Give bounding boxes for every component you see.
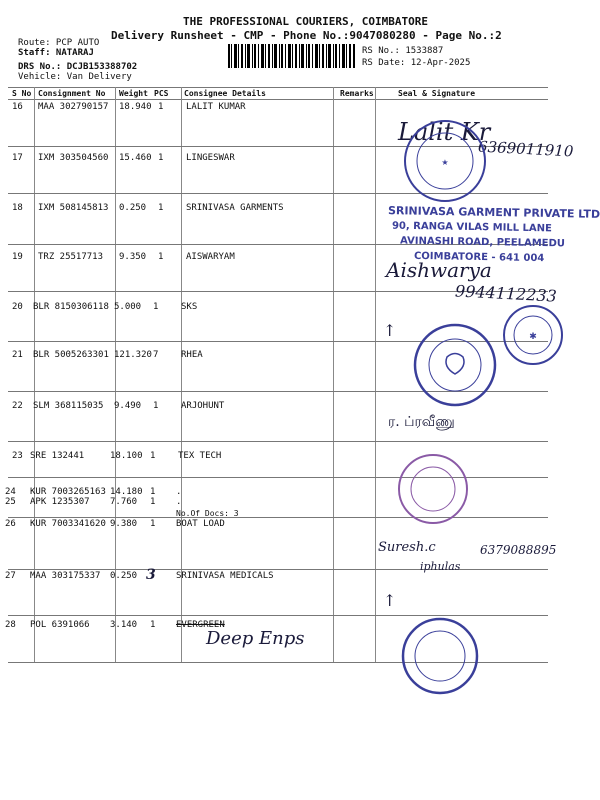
row-weight: 9.350 <box>119 252 147 262</box>
signature-19: Aishwarya <box>386 258 492 282</box>
col-weight: Weight <box>119 89 148 98</box>
row-rule <box>8 441 548 442</box>
barcode <box>228 44 356 68</box>
row-weight: 18.940 <box>119 102 152 112</box>
row-consignee: LALIT KUMAR <box>186 102 246 112</box>
col-seal: Seal & Signature <box>398 89 476 98</box>
signature-26b: iphulas <box>420 560 461 573</box>
associates-round-stamp <box>400 616 480 696</box>
row-sno: 24 <box>5 487 16 497</box>
row-pcs: 1 <box>150 519 156 529</box>
row-consignee: SRINIVASA MEDICALS <box>176 571 274 581</box>
row-pcs: 7 <box>153 350 159 360</box>
row-sno: 20 <box>12 302 23 312</box>
stamp-line-4: COIMBATORE - 641 004 <box>413 250 545 265</box>
signature-26: Suresh.c <box>378 540 436 555</box>
row-pcs: 1 <box>158 252 164 262</box>
row-weight: 18.100 <box>110 451 143 461</box>
row-rule <box>8 569 548 570</box>
signature-28: Deep Enps <box>206 628 305 649</box>
stamp-line-2: 90, RANGA VILAS MILL LANE <box>391 220 552 235</box>
row-weight: 5.000 <box>114 302 142 312</box>
tex-tech-round-stamp <box>396 452 470 526</box>
rs-number: RS No.: 1533887 <box>362 46 444 56</box>
row-pcs: 1 <box>158 153 164 163</box>
row-consignment: IXM 303504560 <box>38 153 109 163</box>
row-consignment: POL 6391066 <box>30 620 90 630</box>
medicals-round-stamp <box>502 304 564 366</box>
row-pcs: 1 <box>150 451 156 461</box>
row-sno: 18 <box>12 203 23 213</box>
row-weight: 121.320 <box>114 350 152 360</box>
row-consignee: . <box>176 487 182 497</box>
fertility-round-stamp <box>412 322 498 408</box>
tick-mark: ↑ <box>383 321 397 340</box>
phone-26: 6379088895 <box>480 543 557 557</box>
row-consignment: KUR 7003265163 <box>30 487 106 497</box>
row-pcs: 1 <box>150 620 156 630</box>
svg-text:★: ★ <box>441 158 449 167</box>
row-sno: 21 <box>12 350 23 360</box>
no-of-docs: No.Of Docs: 3 <box>176 509 239 518</box>
row-pcs: 1 <box>153 302 159 312</box>
phone-19: 9944112233 <box>454 281 558 306</box>
row-consignment: MAA 303175337 <box>30 571 101 581</box>
tamil-signature-22: ர. ப்ரவீணு <box>388 414 455 430</box>
row-weight: 0.250 <box>119 203 147 213</box>
row-consignee: . <box>176 497 182 507</box>
col-divider <box>333 87 334 662</box>
row-weight: 14.180 <box>110 487 143 497</box>
rs-date: RS Date: 12-Apr-2025 <box>362 58 471 68</box>
signature-16: Lalit Kr <box>398 118 491 146</box>
row-pcs: 1 <box>150 487 156 497</box>
row-consignment: TRZ 25517713 <box>38 252 104 262</box>
row-weight: 15.460 <box>119 153 152 163</box>
vehicle-label: Vehicle: Van Delivery <box>18 72 132 82</box>
handwritten-pcs: 3 <box>146 567 156 583</box>
table-header-rule <box>8 99 548 100</box>
row-pcs: 1 <box>150 497 156 507</box>
row-sno: 19 <box>12 252 23 262</box>
stamp-line-3: AVINASHI ROAD, PEELAMEDU <box>399 235 566 250</box>
svg-text:✱: ✱ <box>529 332 537 342</box>
drs-number: DRS No.: DCJB153388702 <box>18 62 138 72</box>
route-label: Route: PCP AUTO <box>18 38 100 48</box>
automobiles-round-stamp <box>402 118 488 204</box>
row-consignment: BLR 8150306118 <box>33 302 109 312</box>
row-weight: 3.140 <box>110 620 138 630</box>
col-pcs: PCS <box>154 89 169 98</box>
row-consignee: EVERGREEN <box>176 620 225 630</box>
row-sno: 25 <box>5 497 16 507</box>
stamp-line-1: SRINIVASA GARMENT PRIVATE LTD <box>387 204 600 221</box>
row-pcs: 1 <box>158 203 164 213</box>
col-divider <box>375 87 376 662</box>
row-pcs: 1 <box>158 102 164 112</box>
row-consignee: TEX TECH <box>178 451 222 461</box>
row-consignment: SRE 132441 <box>30 451 85 461</box>
company-title: THE PROFESSIONAL COURIERS, COIMBATORE <box>183 15 429 28</box>
row-sno: 26 <box>5 519 16 529</box>
row-consignment: IXM 508145813 <box>38 203 109 213</box>
row-weight: 9.380 <box>110 519 138 529</box>
row-sno: 27 <box>5 571 16 581</box>
row-sno: 16 <box>12 102 23 112</box>
row-consignee: BOAT LOAD <box>176 519 225 529</box>
row-sno: 17 <box>12 153 23 163</box>
row-pcs: 1 <box>153 401 159 411</box>
staff-label: Staff: NATARAJ <box>18 48 94 58</box>
runsheet-title: Delivery Runsheet - CMP - Phone No.:9047080280 - Page No.:2 <box>111 29 502 42</box>
row-consignment: KUR 7003341620 <box>30 519 106 529</box>
row-consignment: SLM 368115035 <box>33 401 104 411</box>
row-weight: 7.760 <box>110 497 138 507</box>
row-consignee: SRINIVASA GARMENTS <box>186 203 284 213</box>
row-weight: 9.490 <box>114 401 142 411</box>
row-sno: 23 <box>12 451 23 461</box>
col-sno: S No <box>12 89 32 98</box>
row-consignment: APK 1235307 <box>30 497 90 507</box>
row-consignee: AISWARYAM <box>186 252 235 262</box>
phone-16: 6369011910 <box>477 137 574 161</box>
row-sno: 28 <box>5 620 16 630</box>
col-consignee: Consignee Details <box>184 89 266 98</box>
col-consignment: Consignment No <box>38 89 106 98</box>
row-consignee: LINGESWAR <box>186 153 235 163</box>
tick-mark: ↑ <box>383 591 397 610</box>
row-weight: 0.250 <box>110 571 138 581</box>
row-consignee: ARJOHUNT <box>181 401 225 411</box>
row-sno: 22 <box>12 401 23 411</box>
row-consignment: BLR 5005263301 <box>33 350 109 360</box>
col-remarks: Remarks <box>340 89 374 98</box>
row-consignee: SKS <box>181 302 198 312</box>
row-consignee: RHEA <box>181 350 203 360</box>
table-top-rule <box>8 87 548 88</box>
row-consignment: MAA 302790157 <box>38 102 109 112</box>
